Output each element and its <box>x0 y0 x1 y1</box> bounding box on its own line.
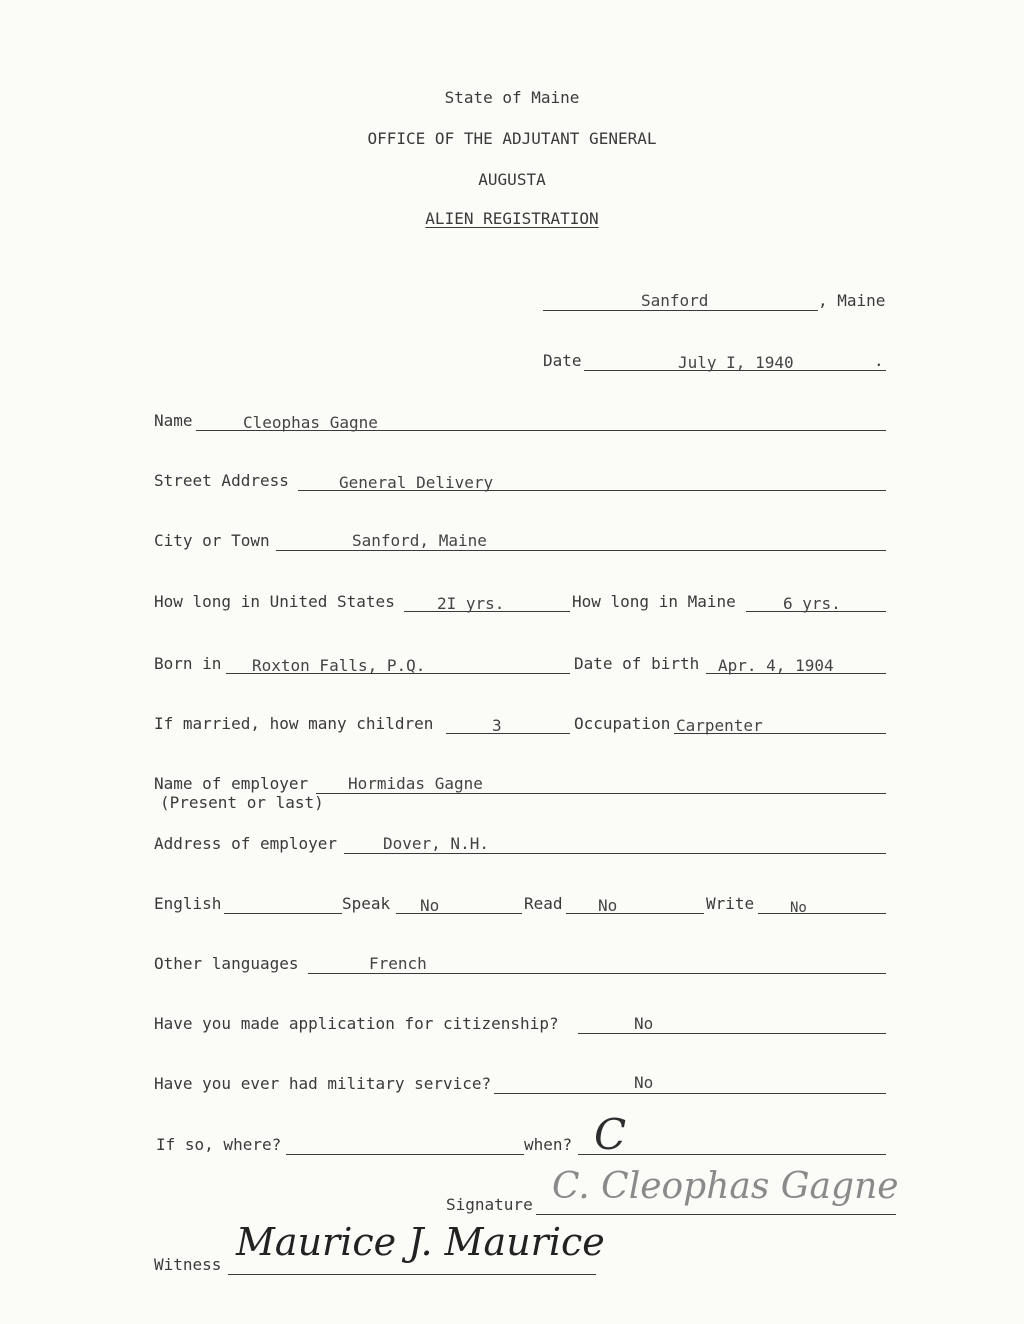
born-value: Roxton Falls, P.Q. <box>252 656 426 675</box>
write-value: No <box>790 900 807 916</box>
location-suffix: , Maine <box>818 291 886 310</box>
military-line <box>494 1075 886 1094</box>
military-value: No <box>634 1073 654 1092</box>
us-years-value: 2I yrs. <box>437 594 505 613</box>
english-label: English <box>154 894 222 913</box>
children-label: If married, how many children <box>154 714 434 733</box>
when-label: when? <box>524 1135 573 1154</box>
read-line <box>566 895 704 914</box>
employer-sublabel: (Present or last) <box>160 793 324 812</box>
when-value: C <box>594 1110 627 1159</box>
date-value: July I, 1940 <box>678 353 794 372</box>
where-label: If so, where? <box>156 1135 282 1154</box>
citizenship-label: Have you made application for citizenship? <box>154 1014 559 1033</box>
maine-years-label: How long in Maine <box>572 592 736 611</box>
signature-label: Signature <box>446 1195 533 1214</box>
employer-value: Hormidas Gagne <box>348 774 483 793</box>
where-line <box>286 1136 524 1155</box>
witness-label: Witness <box>154 1255 222 1274</box>
write-label: Write <box>706 894 755 913</box>
read-label: Read <box>524 894 563 913</box>
city-heading: AUGUSTA <box>478 170 546 189</box>
employer-label: Name of employer <box>154 774 309 793</box>
us-years-label: How long in United States <box>154 592 395 611</box>
form-title <box>0 210 1024 228</box>
speak-line <box>396 895 522 914</box>
citizenship-value: No <box>634 1014 654 1033</box>
citizenship-line <box>578 1015 886 1034</box>
city-label: City or Town <box>154 531 270 550</box>
languages-value: French <box>369 954 427 973</box>
city-value: Sanford, Maine <box>352 531 487 550</box>
occupation-value: Carpenter <box>676 716 763 735</box>
street-label: Street Address <box>154 471 289 490</box>
english-line <box>224 895 342 914</box>
speak-value: No <box>420 896 440 915</box>
name-value: Cleophas Gagne <box>243 413 378 432</box>
witness-value: Maurice J. Maurice <box>236 1220 605 1264</box>
dob-label: Date of birth <box>574 654 700 673</box>
military-label: Have you ever had military service? <box>154 1074 492 1093</box>
date-label: Date <box>543 351 582 370</box>
signature-value: C. Cleophas Gagne <box>552 1166 899 1207</box>
write-line <box>758 895 886 914</box>
children-value: 3 <box>492 716 502 735</box>
maine-years-value: 6 yrs. <box>783 594 841 613</box>
form-title-text: ALIEN REGISTRATION <box>425 209 599 228</box>
state-heading: State of Maine <box>444 88 580 107</box>
name-label: Name <box>154 411 193 430</box>
children-line <box>446 715 570 734</box>
office-heading: OFFICE OF THE ADJUTANT GENERAL <box>367 129 657 148</box>
languages-label: Other languages <box>154 954 299 973</box>
location-town: Sanford <box>641 291 709 310</box>
employer-address-label: Address of employer <box>154 834 338 853</box>
employer-address-value: Dover, N.H. <box>383 834 489 853</box>
read-value: No <box>598 896 618 915</box>
dob-value: Apr. 4, 1904 <box>718 656 834 675</box>
born-label: Born in <box>154 654 222 673</box>
speak-label: Speak <box>342 894 391 913</box>
date-end: . <box>874 351 884 370</box>
street-value: General Delivery <box>339 473 494 492</box>
occupation-label: Occupation <box>574 714 671 733</box>
